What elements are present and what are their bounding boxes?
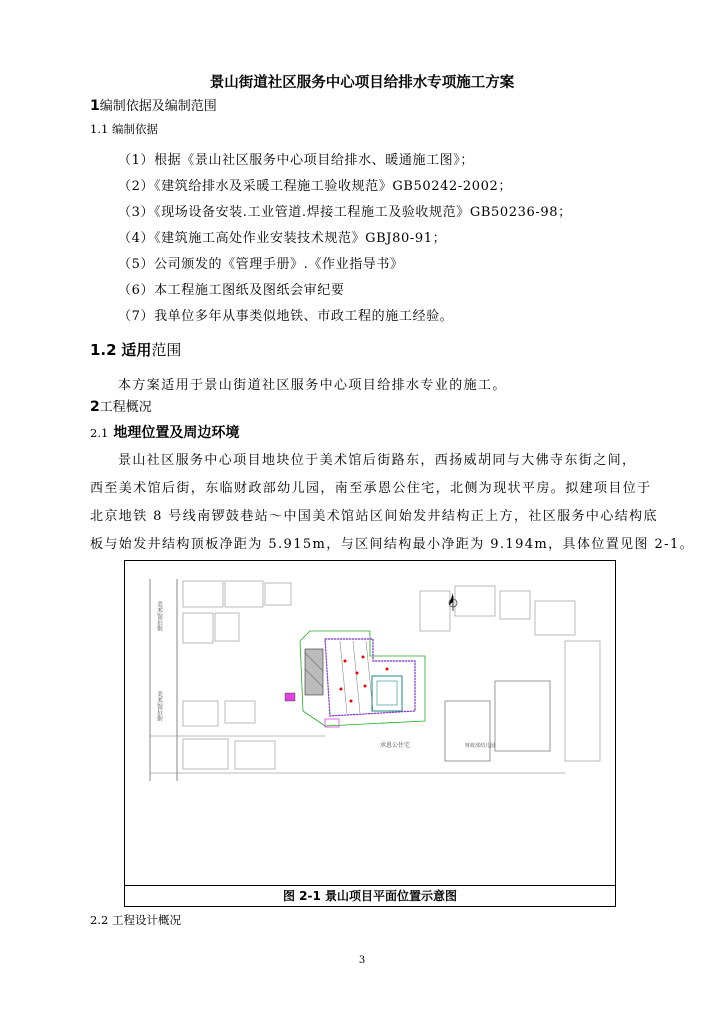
location-line-4: 板与始发井结构顶板净距为 5.915m，与区间结构最小净距为 9.194m，具体位置见图 2-1。 [90, 537, 695, 552]
page-number: 3 [358, 955, 366, 966]
section-1-number: 1 [90, 98, 100, 114]
basis-item-7: （7）我单位多年从事类似地铁、市政工程的施工经验。 [118, 309, 454, 324]
basis-item-4: （4）《建筑施工高处作业安装技术规范》GBJ80-91； [118, 231, 447, 246]
location-line-2: 西至美术馆后街，东临财政部幼儿园，南至承恩公住宅，北侧为现状平房。拟建项目位于 [90, 481, 652, 496]
scope-paragraph: 本方案适用于景山街道社区服务中心项目给排水专业的施工。 [118, 378, 507, 393]
section-1-2-heading [90, 339, 181, 360]
section-1-2-bold-text: 适用 [121, 341, 152, 359]
basis-item-1: （1）根据《景山社区服务中心项目给排水、暖通施工图》； [118, 153, 474, 168]
site-plan-drawing [125, 561, 615, 886]
street-label-lower: 美术馆后街 [155, 691, 163, 721]
section-1-1-heading: 1.1 编制依据 [90, 122, 158, 136]
document-title: 景山街道社区服务中心项目给排水专项施工方案 [209, 75, 515, 91]
site-plan-figure [124, 560, 616, 907]
basis-item-5: （5）公司颁发的《管理手册》.《作业指导书》 [118, 257, 404, 272]
section-2-text: 工程概况 [99, 400, 152, 415]
section-1-text: 编制依据及编制范围 [99, 99, 217, 114]
section-2-2-heading: 2.2 工程设计概况 [90, 913, 181, 927]
section-2-1-heading [90, 422, 239, 442]
street-label-upper: 美术馆后街 [155, 601, 163, 631]
section-1-heading [90, 95, 217, 114]
south-label: 承恩公住宅 [380, 742, 411, 749]
basis-item-2: （2）《建筑给排水及采暖工程施工验收规范》GB50242-2002； [118, 179, 512, 194]
section-2-number: 2 [90, 399, 100, 415]
section-1-2-number: 1.2 [90, 341, 117, 359]
basis-item-6: （6）本工程施工图纸及图纸会审纪要 [118, 283, 345, 298]
location-line-3: 北京地铁 8 号线南锣鼓巷站～中国美术馆站区间始发井结构正上方，社区服务中心结构底 [90, 509, 658, 524]
figure-caption: 图 2-1 景山项目平面位置示意图 [125, 885, 615, 906]
section-2-1-number: 2.1 [90, 426, 109, 440]
basis-item-3: （3）《现场设备安装.工业管道.焊接工程施工及验收规范》GB50236-98； [118, 205, 572, 220]
section-2-heading [90, 396, 152, 415]
section-1-2-text: 范围 [151, 341, 182, 359]
location-line-1: 景山社区服务中心项目地块位于美术馆后街路东，西扬威胡同与大佛寺东街之间， [118, 453, 637, 468]
section-2-1-text: 地理位置及周边环境 [113, 425, 240, 441]
east-label: 财政部幼儿园 [465, 743, 496, 749]
